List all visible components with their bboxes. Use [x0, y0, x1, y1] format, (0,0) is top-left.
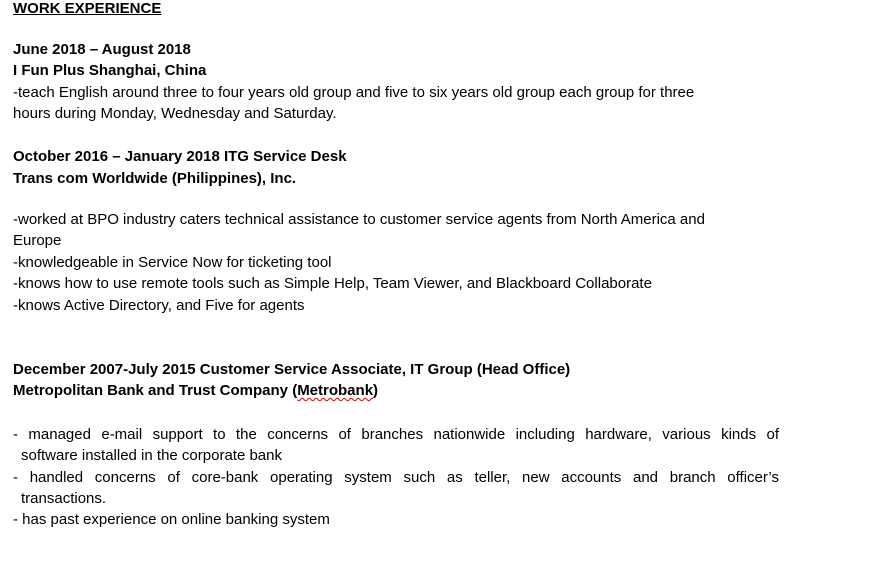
job-1-bullet-1: -teach English around three to four years old group and five to six years old group each group for three: [13, 84, 695, 101]
job-2-bullet-1: -worked at BPO industry caters technical assistance to customer service agents from North America and: [13, 211, 705, 228]
job-2-role: ITG Service Desk: [219, 148, 347, 165]
job-2-heading: [13, 148, 347, 166]
job-3-bullet-1: - managed e-mail support to the concerns of branches nationwide including hardware, various kinds of: [13, 426, 779, 443]
job-3-bullet-1-cont: software installed in the corporate bank: [21, 447, 282, 464]
job-2-company: Trans com Worldwide (Philippines), Inc.: [13, 170, 297, 187]
job-2-bullet-2: Europe: [13, 232, 62, 249]
job-3-company-name: Metrobank: [297, 382, 374, 399]
job-1-bullet-2: hours during Monday, Wednesday and Saturday.: [13, 105, 337, 122]
job-3-company-prefix: Metropolitan Bank and Trust Company (: [13, 382, 298, 399]
job-3-heading: [13, 361, 570, 379]
job-2-bullet-3: -knowledgeable in Service Now for ticketing tool: [13, 254, 332, 271]
job-3-dates: December 2007-July 2015: [13, 361, 196, 378]
job-2-bullet-4: -knows how to use remote tools such as Simple Help, Team Viewer, and Blackboard Collaborate: [13, 275, 652, 292]
job-3-bullet-2: - handled concerns of core-bank operating system such as teller, new accounts and branch officer’s: [13, 469, 779, 486]
section-title: WORK EXPERIENCE: [13, 0, 162, 17]
job-3-company: [13, 382, 378, 400]
job-3-role: Customer Service Associate, IT Group (Head Office): [195, 361, 571, 378]
job-3-company-suffix: ): [373, 382, 379, 399]
job-1-dates: June 2018 – August 2018: [13, 41, 191, 58]
job-2-bullet-5: -knows Active Directory, and Five for agents: [13, 297, 305, 314]
job-2-dates: October 2016 – January 2018: [13, 148, 220, 165]
job-3-bullet-3: - has past experience on online banking system: [13, 511, 330, 528]
job-1-company: I Fun Plus Shanghai, China: [13, 62, 207, 79]
job-3-bullet-2-cont: transactions.: [21, 490, 107, 507]
